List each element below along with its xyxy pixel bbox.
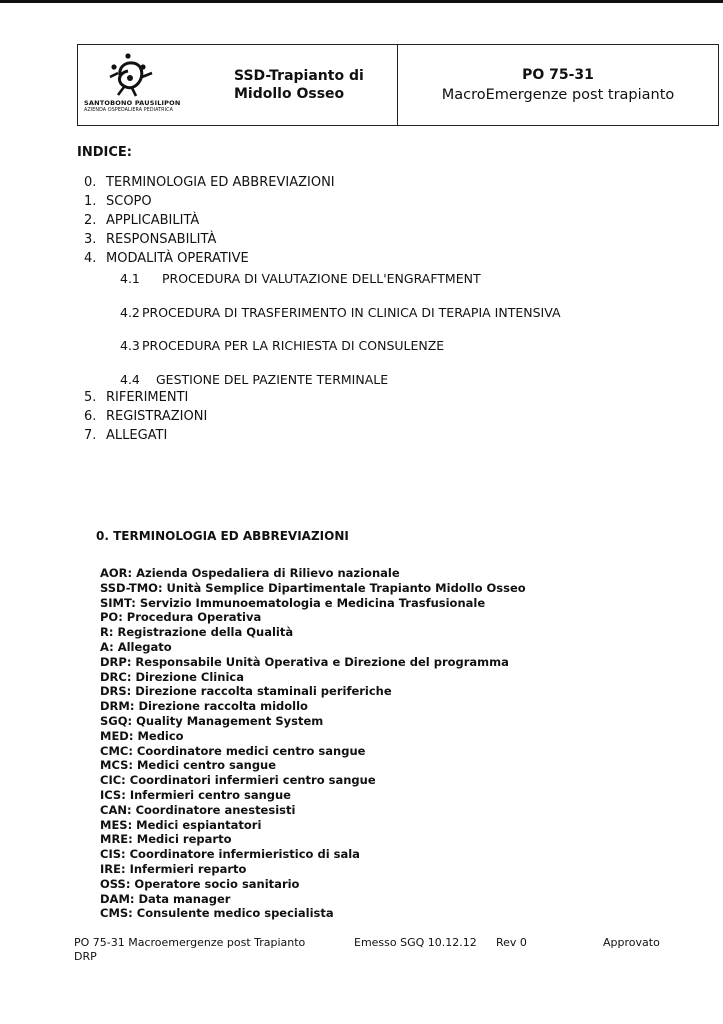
toc-item	[84, 409, 207, 424]
document-code: PO 75-31	[522, 67, 594, 83]
top-rule	[0, 0, 723, 3]
toc-subitem-number: 4.2	[120, 305, 140, 320]
abbreviation-entry: DRP: Responsabile Unità Operativa e Direzione del programma	[100, 654, 509, 669]
toc-subitem-label: PROCEDURA PER LA RICHIESTA DI CONSULENZE	[142, 338, 445, 353]
department-cell	[200, 45, 398, 125]
toc-item	[84, 213, 199, 228]
abbreviation-entry: MCS: Medici centro sangue	[100, 758, 277, 773]
toc-item-label: SCOPO	[106, 194, 152, 209]
abbreviation-entry: SGQ: Quality Management System	[100, 713, 324, 728]
toc-item	[84, 390, 188, 405]
footer-reference	[74, 936, 305, 964]
toc-subitem	[120, 271, 481, 286]
toc-subitem-number: 4.4	[120, 372, 140, 387]
toc-subitem-label: GESTIONE DEL PAZIENTE TERMINALE	[156, 372, 389, 387]
toc-item-label: ALLEGATI	[106, 428, 168, 443]
footer-doc-ref: PO 75-31 Macroemergenze post Trapianto	[74, 936, 306, 949]
document-name: MacroEmergenze post trapianto	[441, 87, 675, 103]
abbreviation-entry: A: Allegato	[100, 639, 172, 654]
abbreviation-entry: R: Registrazione della Qualità	[100, 625, 294, 640]
hospital-logo-icon	[106, 51, 156, 97]
footer-issued: Emesso SGQ 10.12.12	[354, 936, 477, 949]
toc-subitem	[120, 305, 561, 320]
logo-org-name: SANTOBONO PAUSILIPON	[84, 99, 181, 107]
abbreviation-entry: DRS: Direzione raccolta staminali periferiche	[100, 684, 392, 699]
toc-item	[84, 232, 216, 247]
toc-subitem-label: PROCEDURA DI VALUTAZIONE DELL'ENGRAFTMENT	[162, 271, 481, 286]
toc-item-number: 6.	[84, 409, 97, 424]
toc-item-label: APPLICABILITÀ	[106, 213, 200, 228]
toc-item-number: 4.	[84, 251, 97, 266]
toc-item	[84, 175, 335, 190]
toc-item-number: 3.	[84, 232, 97, 247]
abbreviation-entry: SSD-TMO: Unità Semplice Dipartimentale Trapianto Midollo Osseo	[100, 580, 526, 595]
toc-subitem-number: 4.1	[120, 271, 140, 286]
logo-cell	[78, 45, 200, 125]
abbreviation-entry: PO: Procedura Operativa	[100, 610, 262, 625]
toc-item-label: TERMINOLOGIA ED ABBREVIAZIONI	[106, 175, 335, 190]
department-line-2: Midollo Osseo	[234, 86, 345, 102]
abbreviation-entry: AOR: Azienda Ospedaliera di Rilievo nazionale	[100, 566, 400, 580]
footer-owner: DRP	[74, 950, 97, 963]
toc-item-label: REGISTRAZIONI	[106, 409, 208, 424]
abbreviation-entry: CIC: Coordinatori infermieri centro sangue	[100, 773, 376, 788]
toc-subitem-number: 4.3	[120, 338, 140, 353]
index-title: INDICE:	[77, 145, 132, 160]
toc-item-label: RESPONSABILITÀ	[106, 232, 217, 247]
footer-status: Approvato	[603, 936, 660, 949]
abbreviation-list	[100, 566, 526, 921]
abbreviation-entry: CMS: Consulente medico specialista	[100, 906, 334, 921]
logo-org-subtitle: AZIENDA OSPEDALIERA PEDIATRICA	[84, 108, 173, 113]
abbreviation-entry: CAN: Coordinatore anestesisti	[100, 802, 296, 817]
abbreviation-entry: MRE: Medici reparto	[100, 832, 232, 847]
section-title: 0. TERMINOLOGIA ED ABBREVIAZIONI	[96, 529, 349, 543]
abbreviation-entry: MED: Medico	[100, 728, 184, 743]
abbreviation-entry: CIS: Coordinatore infermieristico di sala	[100, 847, 360, 862]
abbreviation-entry: ICS: Infermieri centro sangue	[100, 787, 291, 802]
toc-item-label: MODALITÀ OPERATIVE	[106, 251, 249, 266]
toc-item-number: 7.	[84, 428, 97, 443]
footer-revision: Rev 0	[496, 936, 527, 949]
department-line-1: SSD-Trapianto di	[234, 68, 364, 84]
abbreviation-entry: IRE: Infermieri reparto	[100, 861, 247, 876]
toc-item	[84, 428, 167, 443]
toc-subitem	[120, 338, 444, 353]
toc-item	[84, 194, 152, 209]
abbreviation-entry: OSS: Operatore socio sanitario	[100, 876, 300, 891]
abbreviation-entry: CMC: Coordinatore medici centro sangue	[100, 743, 366, 758]
toc-item-number: 2.	[84, 213, 97, 228]
toc-subitem	[120, 372, 388, 387]
toc-item-number: 0.	[84, 175, 97, 190]
document-header	[77, 44, 719, 126]
toc-item-label: RIFERIMENTI	[106, 390, 189, 405]
toc-item	[84, 251, 249, 266]
document-id-cell	[398, 45, 718, 125]
abbreviation-entry: DRM: Direzione raccolta midollo	[100, 699, 308, 714]
abbreviation-entry: SIMT: Servizio Immunoematologia e Medicina Trasfusionale	[100, 595, 486, 610]
abbreviation-entry: DAM: Data manager	[100, 891, 231, 906]
abbreviation-entry: MES: Medici espiantatori	[100, 817, 262, 832]
toc-subitem-label: PROCEDURA DI TRASFERIMENTO IN CLINICA DI TERAPIA INTENSIVA	[142, 305, 561, 320]
toc-item-number: 5.	[84, 390, 97, 405]
abbreviation-entry: DRC: Direzione Clinica	[100, 669, 244, 684]
toc-item-number: 1.	[84, 194, 97, 209]
